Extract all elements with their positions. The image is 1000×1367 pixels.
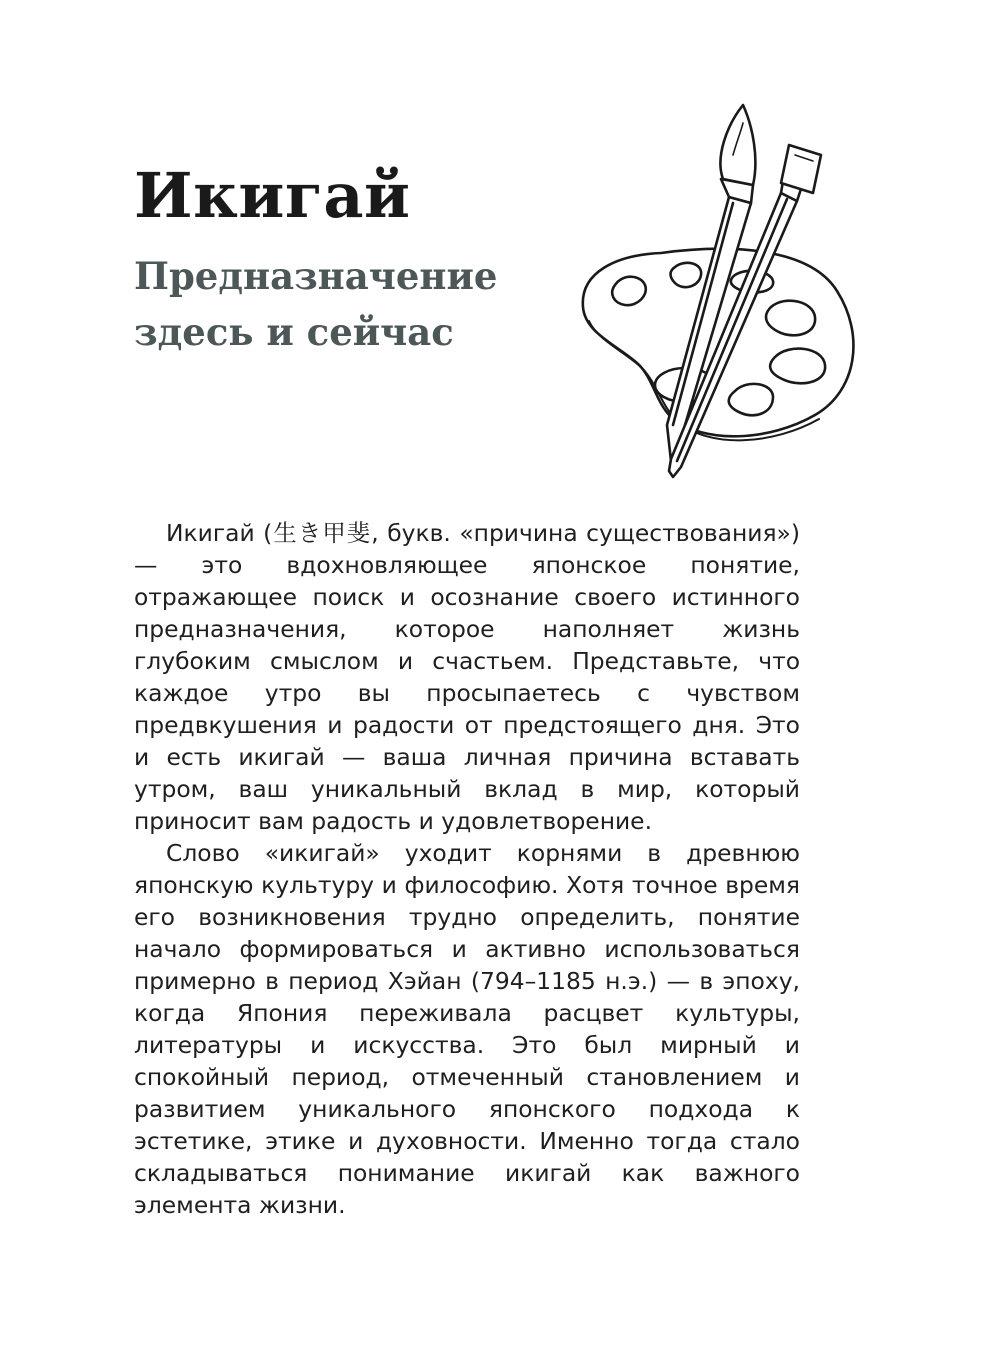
subtitle-line-1: Предназначение [134,254,498,298]
subtitle-line-2: здесь и сейчас [134,310,454,354]
body-text [134,517,800,1221]
page-title: Икигай [134,159,411,232]
page-subtitle [134,248,497,360]
paragraph: Икигай (生き甲斐, букв. «причина существования») — это вдохновляющее японское понятие, отражающее поиск и осознание своего истинного предназначения, которое наполняет жизнь глубоким смыслом и счастьем. Представьте, что каждое утро вы просыпаетесь с чувством предвкушения и радости от предстоящего дня. Это и есть икигай — ваша личная причина вставать утром, ваш уникальный вклад в мир, который приносит вам радость и удовлетворение. [134,519,800,835]
paragraph: Слово «икигай» уходит корнями в древнюю японскую культуру и философию. Хотя точное время его возникновения трудно определить, понятие начало формироваться и активно использоваться примерно в период Хэйан (794–1185 н.э.) — в эпоху, когда Япония переживала расцвет культуры, литературы и искусства. Это был мирный и спокойный период, отмеченный становлением и развитием уникального японского подхода к эстетике, этике и духовности. Именно тогда стало складываться понимание икигай как важного элемента жизни. [134,839,800,1219]
palette-with-brushes-icon [575,95,865,485]
